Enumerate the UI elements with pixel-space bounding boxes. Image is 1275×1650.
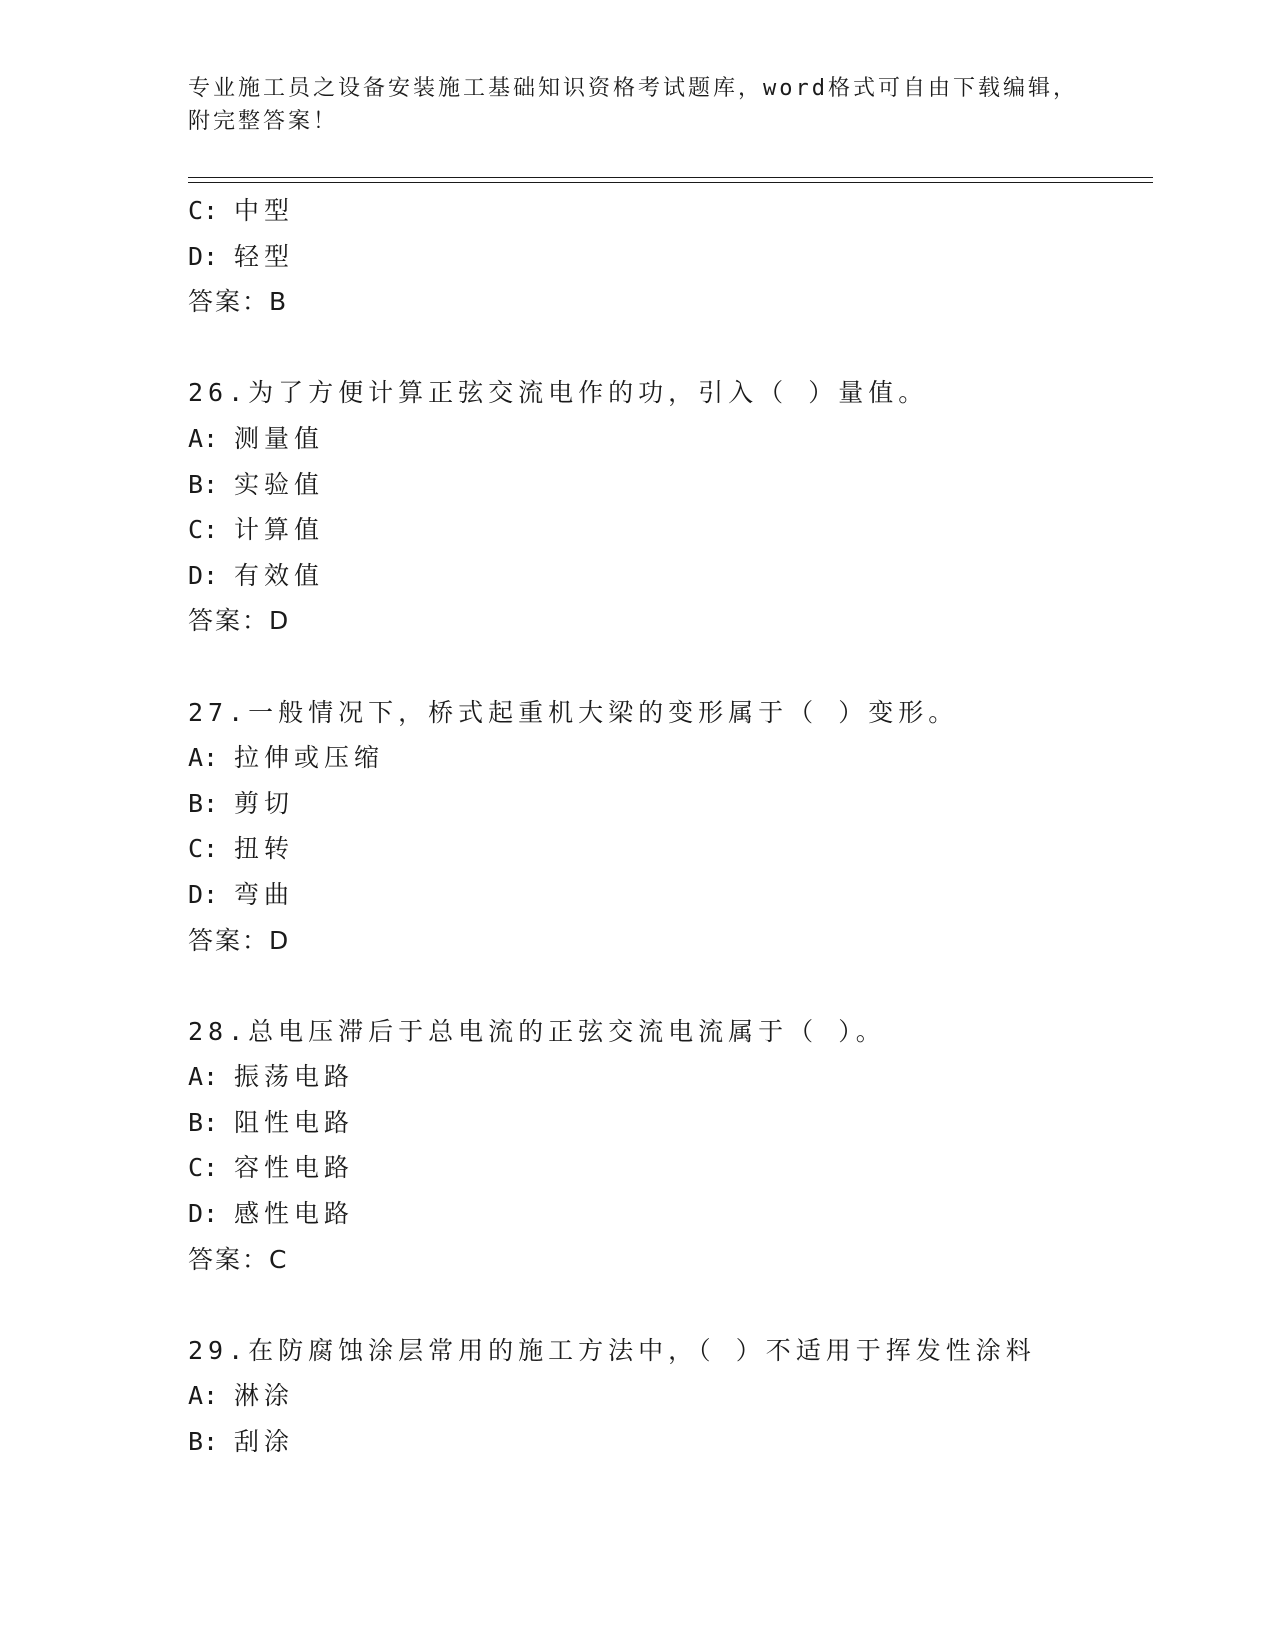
option-c bbox=[188, 1145, 1148, 1191]
question-28 bbox=[188, 1009, 1148, 1283]
header-divider-bottom bbox=[188, 182, 1153, 183]
option-c bbox=[188, 826, 1148, 872]
option-key: A: bbox=[188, 423, 219, 453]
option-a bbox=[188, 1373, 1148, 1419]
option-text: 振荡电路 bbox=[234, 1062, 355, 1092]
option-text: 实验值 bbox=[234, 469, 325, 499]
option-key: C: bbox=[188, 196, 219, 225]
question-stem: 27.一般情况下，桥式起重机大梁的变形属于（ ）变形。 bbox=[188, 697, 959, 727]
option-key: B: bbox=[188, 1107, 219, 1137]
option-key: C: bbox=[188, 834, 219, 864]
option-b bbox=[188, 781, 1148, 827]
option-key: D: bbox=[188, 1199, 219, 1229]
option-text: 弯曲 bbox=[234, 879, 295, 909]
option-text: 刮涂 bbox=[234, 1427, 295, 1457]
answer-line: 答案：D bbox=[188, 925, 291, 955]
question-stem: 26.为了方便计算正弦交流电作的功，引入（ ）量值。 bbox=[188, 378, 929, 408]
header-divider-top bbox=[188, 177, 1153, 178]
option-d bbox=[188, 553, 1148, 599]
option-key: A: bbox=[188, 1381, 219, 1411]
question-25-continued bbox=[188, 188, 1148, 325]
question-stem: 29.在防腐蚀涂层常用的施工方法中，（ ）不适用于挥发性涂料 bbox=[188, 1335, 1036, 1365]
spacer bbox=[188, 325, 1148, 371]
question-list bbox=[188, 188, 1148, 1465]
question-26 bbox=[188, 370, 1148, 644]
option-text: 测量值 bbox=[234, 423, 325, 453]
option-text: 感性电路 bbox=[234, 1199, 355, 1229]
spacer bbox=[188, 644, 1148, 690]
option-key: B: bbox=[188, 788, 219, 818]
question-stem: 28.总电压滞后于总电流的正弦交流电流属于（ ）。 bbox=[188, 1016, 886, 1046]
document-header bbox=[188, 72, 1088, 138]
option-c bbox=[188, 507, 1148, 553]
spacer bbox=[188, 1282, 1148, 1328]
option-key: C: bbox=[188, 515, 219, 545]
option-b bbox=[188, 1100, 1148, 1146]
answer-line: 答案：D bbox=[188, 606, 291, 636]
option-c bbox=[188, 188, 1148, 234]
option-text: 中型 bbox=[234, 196, 295, 225]
option-key: D: bbox=[188, 560, 219, 590]
option-key: C: bbox=[188, 1153, 219, 1183]
option-text: 有效值 bbox=[234, 560, 325, 590]
option-text: 容性电路 bbox=[234, 1153, 355, 1183]
option-a bbox=[188, 416, 1148, 462]
option-text: 拉伸或压缩 bbox=[234, 743, 385, 773]
question-29 bbox=[188, 1328, 1148, 1465]
header-title-line-2: 附完整答案！ bbox=[188, 109, 339, 134]
option-key: B: bbox=[188, 469, 219, 499]
answer-line: 答案：B bbox=[188, 287, 289, 317]
answer-line: 答案：C bbox=[188, 1244, 289, 1274]
option-key: D: bbox=[188, 241, 219, 271]
option-text: 计算值 bbox=[234, 515, 325, 545]
option-d bbox=[188, 872, 1148, 918]
option-text: 剪切 bbox=[234, 788, 295, 818]
option-key: D: bbox=[188, 879, 219, 909]
header-title-line-1: 专业施工员之设备安装施工基础知识资格考试题库，word格式可自由下载编辑， bbox=[188, 76, 1078, 101]
option-text: 轻型 bbox=[234, 241, 295, 271]
question-27 bbox=[188, 690, 1148, 964]
option-key: A: bbox=[188, 1062, 219, 1092]
option-text: 阻性电路 bbox=[234, 1107, 355, 1137]
option-b bbox=[188, 462, 1148, 508]
option-d bbox=[188, 234, 1148, 280]
option-text: 淋涂 bbox=[234, 1381, 295, 1411]
option-d bbox=[188, 1191, 1148, 1237]
option-key: B: bbox=[188, 1427, 219, 1457]
option-a bbox=[188, 1054, 1148, 1100]
spacer bbox=[188, 963, 1148, 1009]
option-b bbox=[188, 1419, 1148, 1465]
option-text: 扭转 bbox=[234, 834, 295, 864]
option-key: A: bbox=[188, 743, 219, 773]
option-a bbox=[188, 735, 1148, 781]
